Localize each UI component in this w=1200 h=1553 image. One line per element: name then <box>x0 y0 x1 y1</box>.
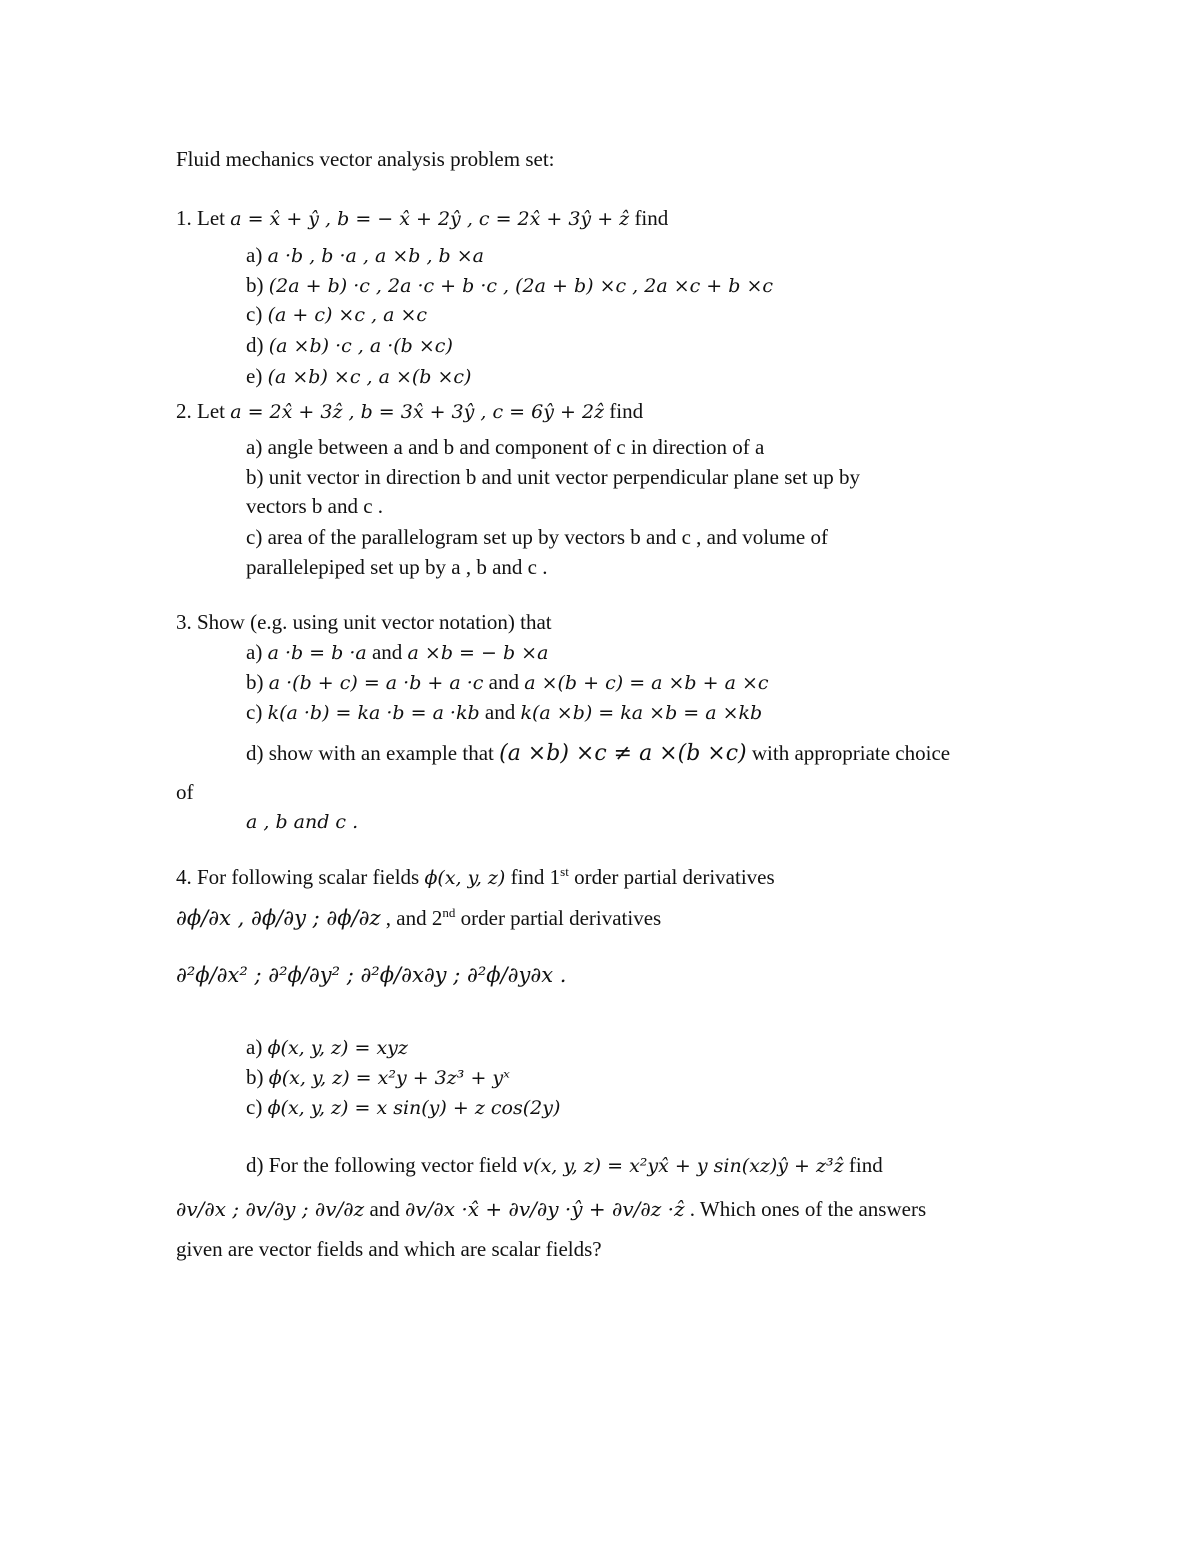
problem-4a: a) ϕ(x, y, z) = xyz <box>246 1035 408 1059</box>
doc-title: Fluid mechanics vector analysis problem set: <box>176 147 555 171</box>
problem-2a: a) angle between a and b and component of c in direction of a <box>246 435 765 459</box>
problem-2c-line2: parallelepiped set up by a , b and c . <box>246 555 548 579</box>
problem-4d-question: given are vector fields and which are scalar fields? <box>176 1237 602 1261</box>
problem-1c: c) (a + c) ×c , a ×c <box>246 302 428 326</box>
problem-3d: d) show with an example that (a ×b) ×c ≠ a ×(b ×c) with appropriate choice <box>246 741 951 766</box>
problem-2c-line1: c) area of the parallelogram set up by vectors b and c , and volume of <box>246 525 828 549</box>
problem-3d-abc: a , b and c . <box>246 811 359 833</box>
problem-3b: b) a ·(b + c) = a ·b + a ·c and a ×(b + c) = a ×b + a ×c <box>246 670 769 694</box>
problem-3c: c) k(a ·b) = ka ·b = a ·kb and k(a ×b) = ka ×b = a ×kb <box>246 700 763 724</box>
problem-4d-derivatives: ∂v/∂x ; ∂v/∂y ; ∂v/∂z and ∂v/∂x ·x̂ + ∂v/∂y ·ŷ + ∂v/∂z ·ẑ . Which ones of the answers <box>176 1197 927 1221</box>
problem-4-heading: 4. For following scalar fields ϕ(x, y, z) find 1st order partial derivatives <box>176 864 775 889</box>
problem-3a: a) a ·b = b ·a and a ×b = − b ×a <box>246 640 549 664</box>
problem-4-first-derivatives: ∂ϕ/∂x , ∂ϕ/∂y ; ∂ϕ/∂z , and 2nd order partial derivatives <box>176 905 662 930</box>
problem-1d: d) (a ×b) ·c , a ·(b ×c) <box>246 333 453 357</box>
problem-3d-of: of <box>176 780 194 804</box>
problem-1b: b) (2a + b) ·c , 2a ·c + b ·c , (2a + b) ×c , 2a ×c + b ×c <box>246 273 774 297</box>
problem-2-heading: 2. Let a = 2x̂ + 3ẑ , b = 3x̂ + 3ŷ , c = 6ŷ + 2ẑ find <box>176 399 644 423</box>
problem-2-vectors: a = 2x̂ + 3ẑ , b = 3x̂ + 3ŷ , c = 6ŷ + 2ẑ <box>230 401 605 423</box>
problem-1-heading: 1. Let a = x̂ + ŷ , b = − x̂ + 2ŷ , c = 2x̂ + 3ŷ + ẑ find <box>176 206 669 230</box>
problem-4c: c) ϕ(x, y, z) = x sin(y) + z cos(2y) <box>246 1095 561 1119</box>
problem-2b-line1: b) unit vector in direction b and unit vector perpendicular plane set up by <box>246 465 861 489</box>
problem-4d: d) For the following vector field v(x, y, z) = x²yx̂ + y sin(xz)ŷ + z³ẑ find <box>246 1153 883 1177</box>
problem-1e: e) (a ×b) ×c , a ×(b ×c) <box>246 364 472 388</box>
problem-4-second-derivatives: ∂²ϕ/∂x² ; ∂²ϕ/∂y² ; ∂²ϕ/∂x∂y ; ∂²ϕ/∂y∂x . <box>176 963 567 987</box>
problem-4b: b) ϕ(x, y, z) = x²y + 3z³ + yˣ <box>246 1065 510 1089</box>
problem-1a: a) a ·b , b ·a , a ×b , b ×a <box>246 243 484 267</box>
problem-3-heading: 3. Show (e.g. using unit vector notation) that <box>176 610 552 634</box>
problem-2b-line2: vectors b and c . <box>246 494 384 518</box>
problem-1-vectors: a = x̂ + ŷ , b = − x̂ + 2ŷ , c = 2x̂ + 3ŷ + ẑ <box>230 208 630 230</box>
